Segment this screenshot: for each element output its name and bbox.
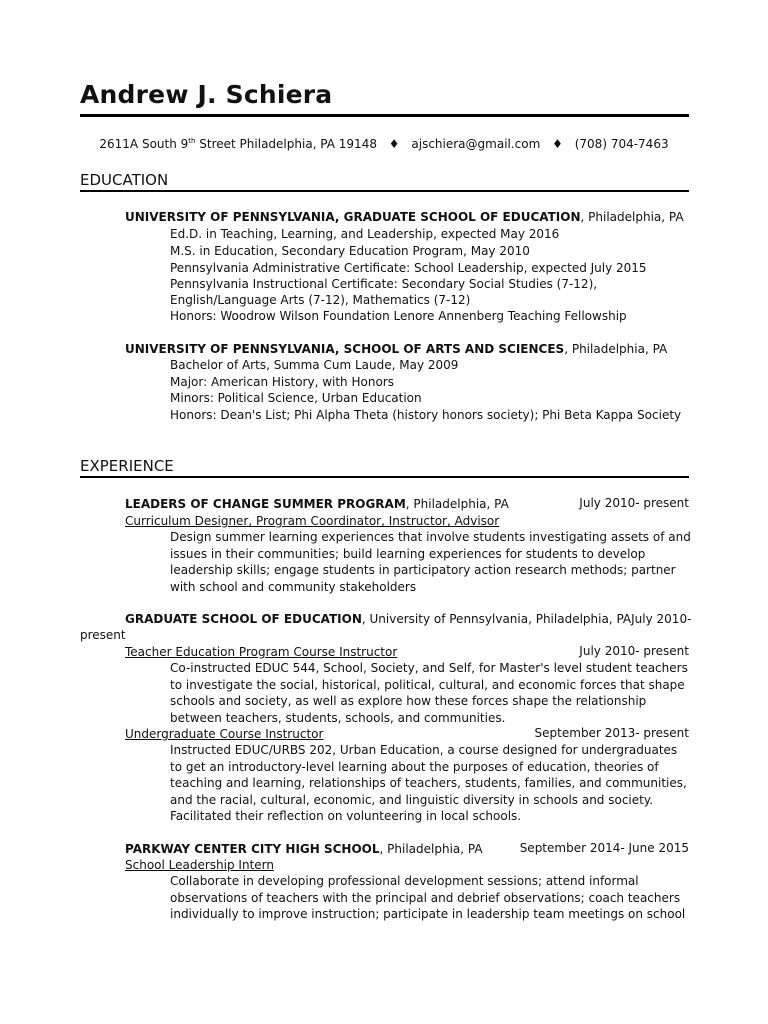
job-dates: July 2010- present <box>579 496 689 510</box>
address <box>99 137 377 151</box>
role-detail: and the racial, cultural, economic, and linguistic diversity in schools and society. <box>170 793 654 807</box>
education-heading: EDUCATION <box>80 171 169 189</box>
role-title: Undergraduate Course Instructor <box>125 727 324 741</box>
school-line <box>125 341 667 358</box>
job-detail: with school and community stakeholders <box>170 580 417 594</box>
job-detail: Collaborate in developing professional development sessions; attend informal <box>170 874 639 888</box>
role-detail: teaching and learning, relationships of teachers, students, families, and communities, <box>170 776 687 790</box>
contact-line <box>0 137 768 151</box>
job-detail: observations of teachers with the principal and debrief observations; coach teachers <box>170 891 681 905</box>
address-ordinal: th <box>188 137 196 145</box>
email[interactable]: ajschiera@gmail.com <box>411 137 541 151</box>
role-detail: Instructed EDUC/URBS 202, Urban Education, a course designed for undergraduates <box>170 743 678 757</box>
education-detail: Ed.D. in Teaching, Learning, and Leadership, expected May 2016 <box>170 227 560 241</box>
job-detail: Design summer learning experiences that involve students investigating assets of and <box>170 530 691 544</box>
education-detail: Minors: Political Science, Urban Education <box>170 391 422 405</box>
education-detail: Major: American History, with Honors <box>170 375 394 389</box>
diamond-separator: ♦ <box>388 137 400 151</box>
job-detail: issues in their communities; build learning experiences for students to develop <box>170 547 646 561</box>
experience-rule <box>80 476 689 478</box>
role-detail: Co-instructed EDUC 544, School, Society, and Self, for Master's level student teachers <box>170 661 688 675</box>
job-detail: individually to improve instruction; participate in leadership team meetings on school <box>170 907 686 921</box>
job-location: , University of Pennsylvania, Philadelphia, PA <box>361 612 632 626</box>
role-title: Teacher Education Program Course Instructor <box>125 645 398 659</box>
education-detail: Bachelor of Arts, Summa Cum Laude, May 2009 <box>170 358 459 372</box>
school-name: UNIVERSITY OF PENNSYLVANIA, SCHOOL OF ARTS AND SCIENCES <box>125 342 565 356</box>
job-dates-wrap: present <box>80 628 126 642</box>
education-detail: M.S. in Education, Secondary Education Program, May 2010 <box>170 244 530 258</box>
job-org-line <box>125 841 483 858</box>
job-location: , Philadelphia, PA <box>405 497 509 511</box>
role-dates: July 2010- present <box>579 644 689 658</box>
school-location: , Philadelphia, PA <box>580 210 684 224</box>
job-org: GRADUATE SCHOOL OF EDUCATION <box>125 612 362 626</box>
role-dates: September 2013- present <box>534 726 689 740</box>
job-dates: July 2010- <box>631 612 692 626</box>
education-detail: Honors: Woodrow Wilson Foundation Lenore Annenberg Teaching Fellowship <box>170 309 627 323</box>
role-detail: to get an introductory-level learning about the purposes of education, theories of <box>170 760 659 774</box>
experience-heading: EXPERIENCE <box>80 457 174 475</box>
job-detail: leadership skills; engage students in participatory action research methods; partner <box>170 563 676 577</box>
job-org: LEADERS OF CHANGE SUMMER PROGRAM <box>125 497 406 511</box>
education-detail: Honors: Dean's List; Phi Alpha Theta (history honors society); Phi Beta Kappa Society <box>170 408 682 422</box>
address-street-number: 2611A South 9 <box>99 137 189 151</box>
role-detail: schools and society, as well as explore how these forces shape the relationship <box>170 694 647 708</box>
job-org-line <box>125 496 509 513</box>
job-title: Curriculum Designer, Program Coordinator, Instructor, Advisor <box>125 514 500 528</box>
name-rule <box>80 114 689 117</box>
job-org-line <box>125 611 691 628</box>
job-title: School Leadership Intern <box>125 858 274 872</box>
education-detail: Pennsylvania Instructional Certificate: Secondary Social Studies (7-12), <box>170 277 598 291</box>
diamond-separator: ♦ <box>552 137 563 151</box>
role-detail: to investigate the social, historical, political, cultural, and economic forces that shape <box>170 678 685 692</box>
resume-name: Andrew J. Schiera <box>80 80 333 109</box>
address-rest: Street Philadelphia, PA 19148 <box>195 137 377 151</box>
education-detail: Pennsylvania Administrative Certificate: School Leadership, expected July 2015 <box>170 261 647 275</box>
role-detail: between teachers, students, schools, and communities. <box>170 711 506 725</box>
phone: (708) 704-7463 <box>574 137 669 151</box>
school-line <box>125 209 684 226</box>
job-dates: September 2014- June 2015 <box>519 841 689 855</box>
role-detail: Facilitated their reflection on volunteering in local schools. <box>170 809 522 823</box>
job-org: PARKWAY CENTER CITY HIGH SCHOOL <box>125 842 380 856</box>
school-location: , Philadelphia, PA <box>564 342 668 356</box>
school-name: UNIVERSITY OF PENNSYLVANIA, GRADUATE SCHOOL OF EDUCATION <box>125 210 581 224</box>
education-rule <box>80 190 689 192</box>
education-detail: English/Language Arts (7-12), Mathematics (7-12) <box>170 293 471 307</box>
job-location: , Philadelphia, PA <box>379 842 483 856</box>
